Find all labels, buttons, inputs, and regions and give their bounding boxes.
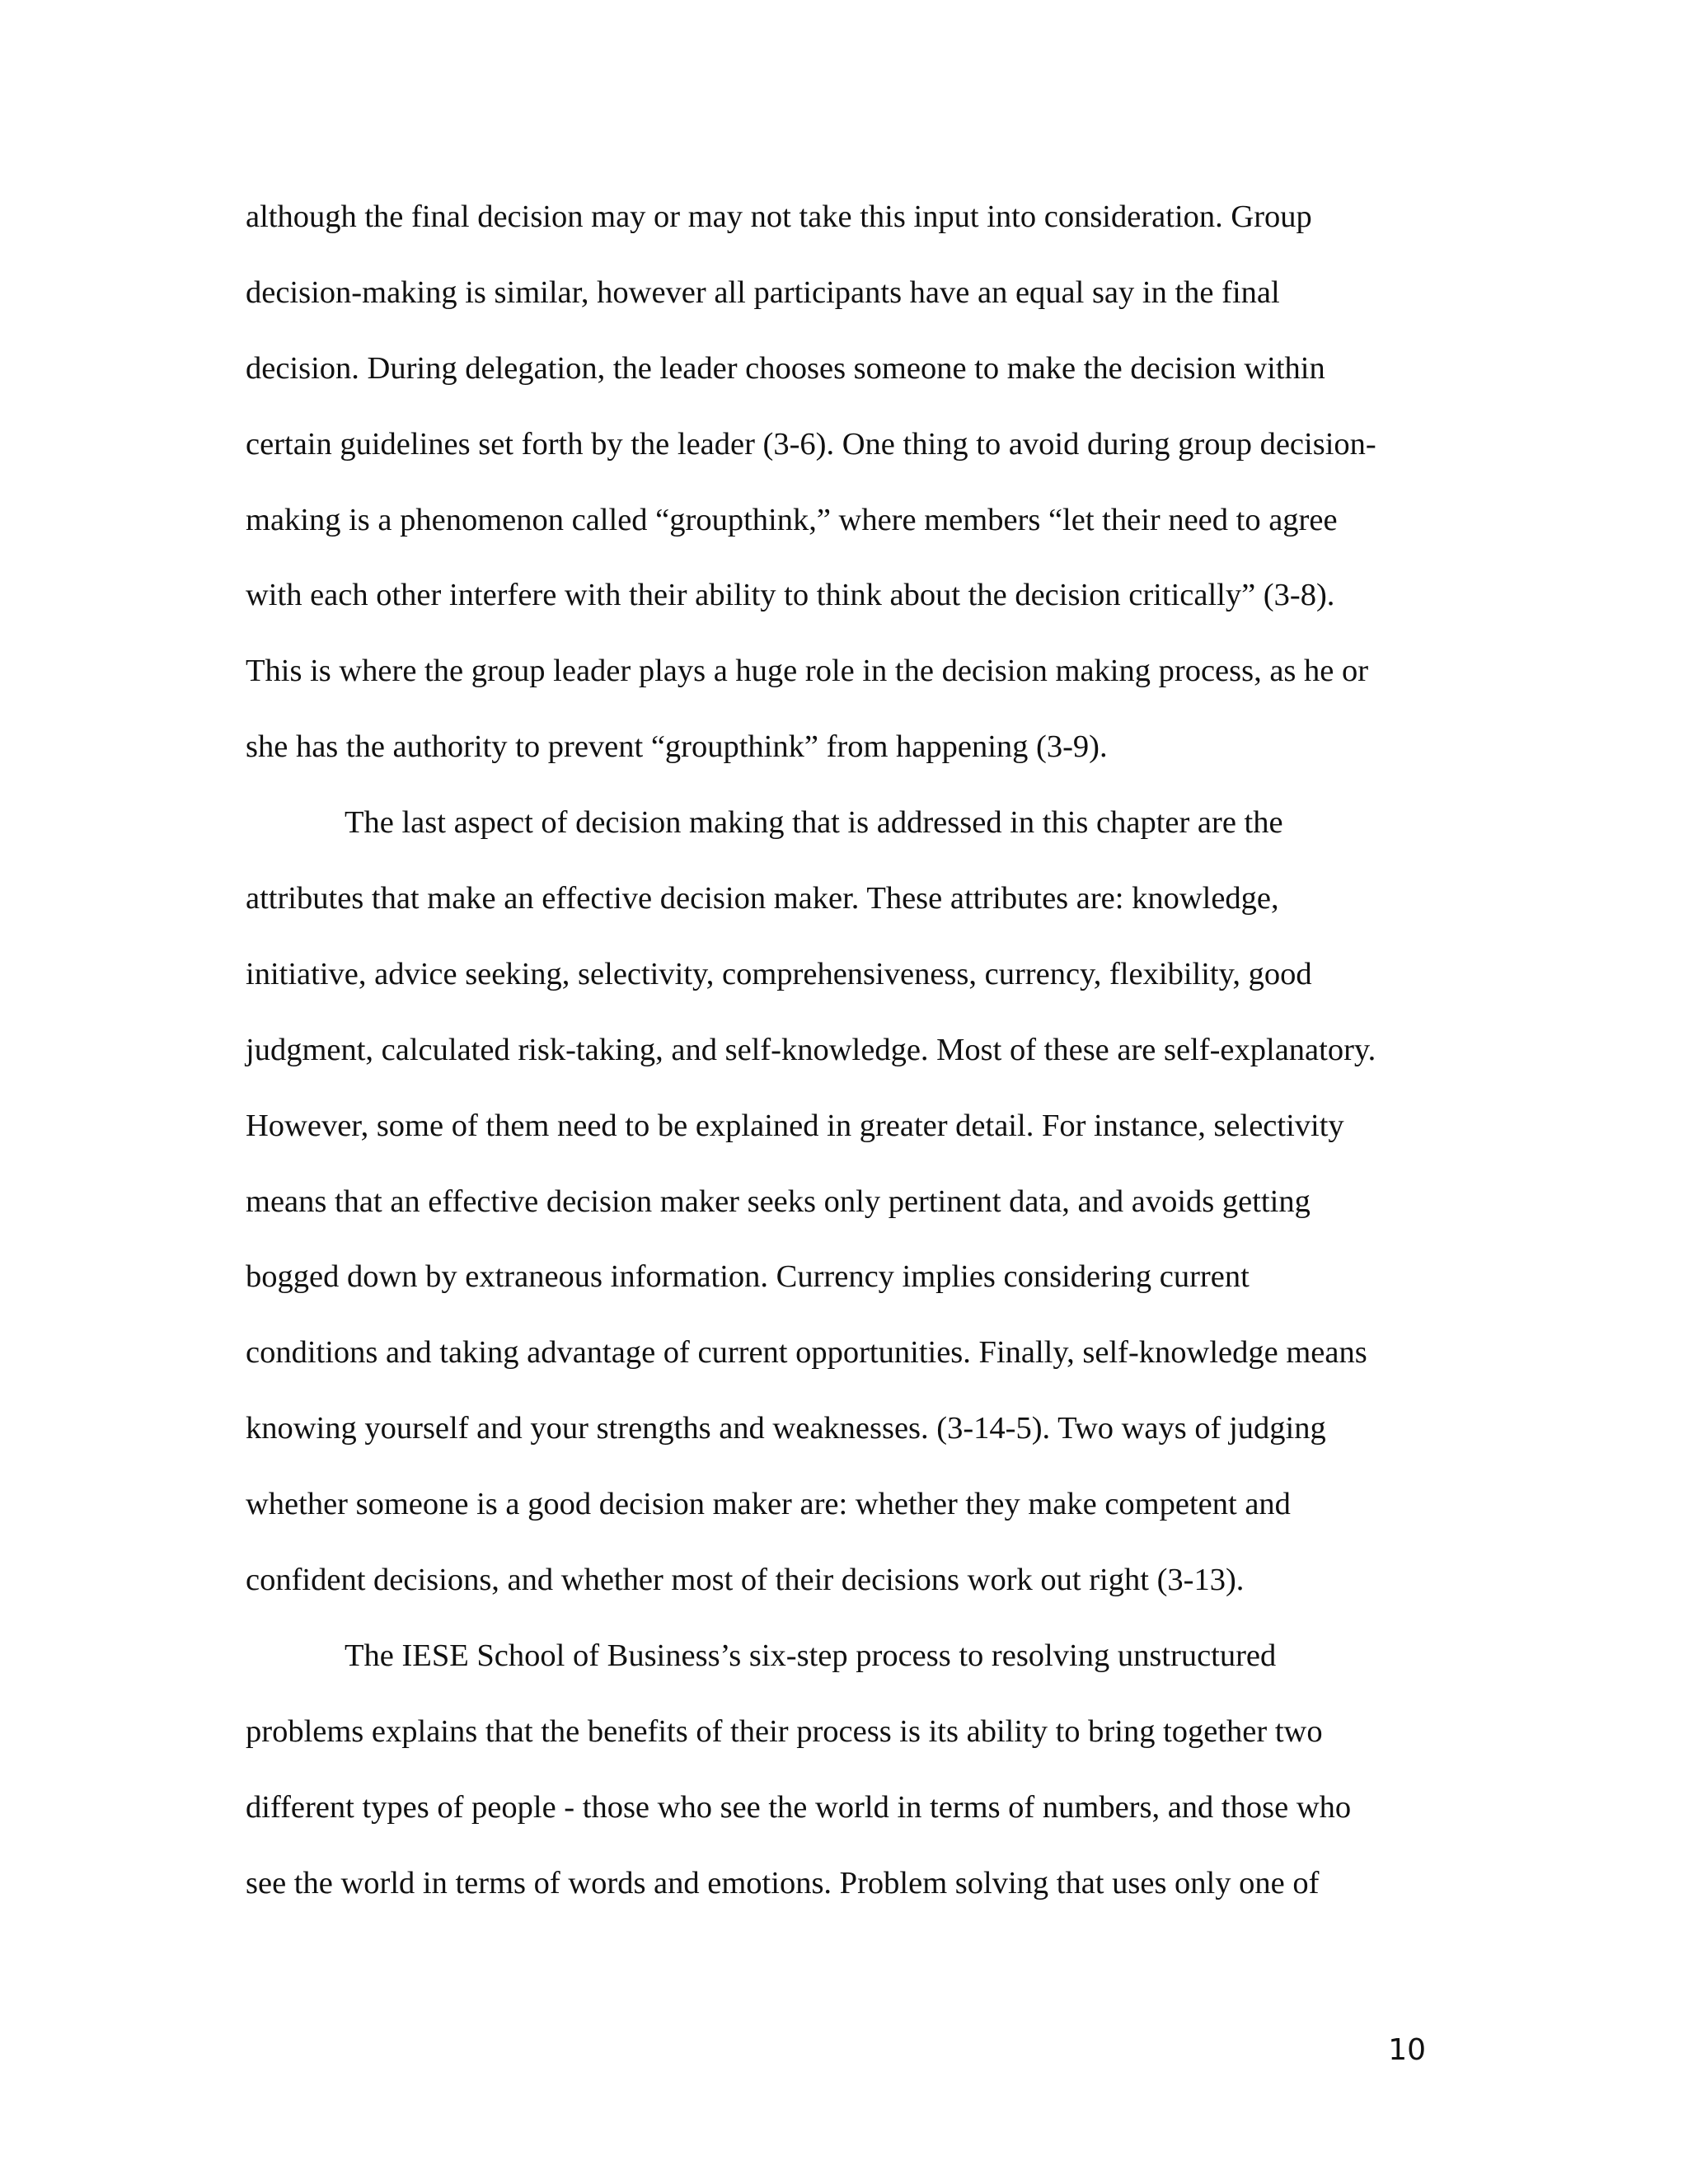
text-line-5: making is a phenomenon called “groupthink,” where members “let their need to agree bbox=[246, 502, 1338, 537]
body-text bbox=[246, 188, 1432, 1929]
text-line-23: see the world in terms of words and emotions. Problem solving that uses only one of bbox=[246, 1865, 1320, 1900]
paragraph-start-line: The last aspect of decision making that is addressed in this chapter are the bbox=[345, 805, 1283, 841]
text-line-14: means that an effective decision maker seeks only pertinent data, and avoids getting bbox=[246, 1183, 1311, 1219]
text-line-6: with each other interfere with their ability to think about the decision critically” (3-8). bbox=[246, 578, 1335, 613]
text-line-22: different types of people - those who see the world in terms of numbers, and those who bbox=[246, 1789, 1352, 1825]
text-line-8: she has the authority to prevent “groupthink” from happening (3-9). bbox=[246, 729, 1108, 765]
text-line-19: confident decisions, and whether most of their decisions work out right (3-13). bbox=[246, 1563, 1245, 1598]
paragraph-start-line: The IESE School of Business’s six-step process to resolving unstructured bbox=[345, 1638, 1277, 1673]
text-line-16: conditions and taking advantage of current opportunities. Finally, self-knowledge means bbox=[246, 1335, 1367, 1371]
text-line-11: initiative, advice seeking, selectivity, comprehensiveness, currency, flexibility, good bbox=[246, 956, 1312, 991]
text-line-10: attributes that make an effective decision maker. These attributes are: knowledge, bbox=[246, 881, 1279, 916]
text-line-1: although the final decision may or may not take this input into consideration. Group bbox=[246, 199, 1312, 234]
text-line-18: whether someone is a good decision maker are: whether they make competent and bbox=[246, 1487, 1291, 1522]
text-line-7: This is where the group leader plays a huge role in the decision making process, as he or bbox=[246, 654, 1369, 689]
text-line-15: bogged down by extraneous information. Currency implies considering current bbox=[246, 1259, 1250, 1295]
text-line-13: However, some of them need to be explained in greater detail. For instance, selectivity bbox=[246, 1108, 1344, 1143]
text-line-2: decision-making is similar, however all participants have an equal say in the final bbox=[246, 274, 1280, 310]
text-line-21: problems explains that the benefits of their process is its ability to bring together two bbox=[246, 1713, 1323, 1749]
text-line-17: knowing yourself and your strengths and weaknesses. (3-14-5). Two ways of judging bbox=[246, 1411, 1326, 1446]
page-number: 10 bbox=[1388, 2033, 1426, 2067]
text-line-12: judgment, calculated risk-taking, and self-knowledge. Most of these are self-explanatory. bbox=[246, 1032, 1376, 1067]
text-line-4: certain guidelines set forth by the leader (3-6). One thing to avoid during group decision- bbox=[246, 426, 1376, 462]
text-line-3: decision. During delegation, the leader chooses someone to make the decision within bbox=[246, 350, 1325, 386]
